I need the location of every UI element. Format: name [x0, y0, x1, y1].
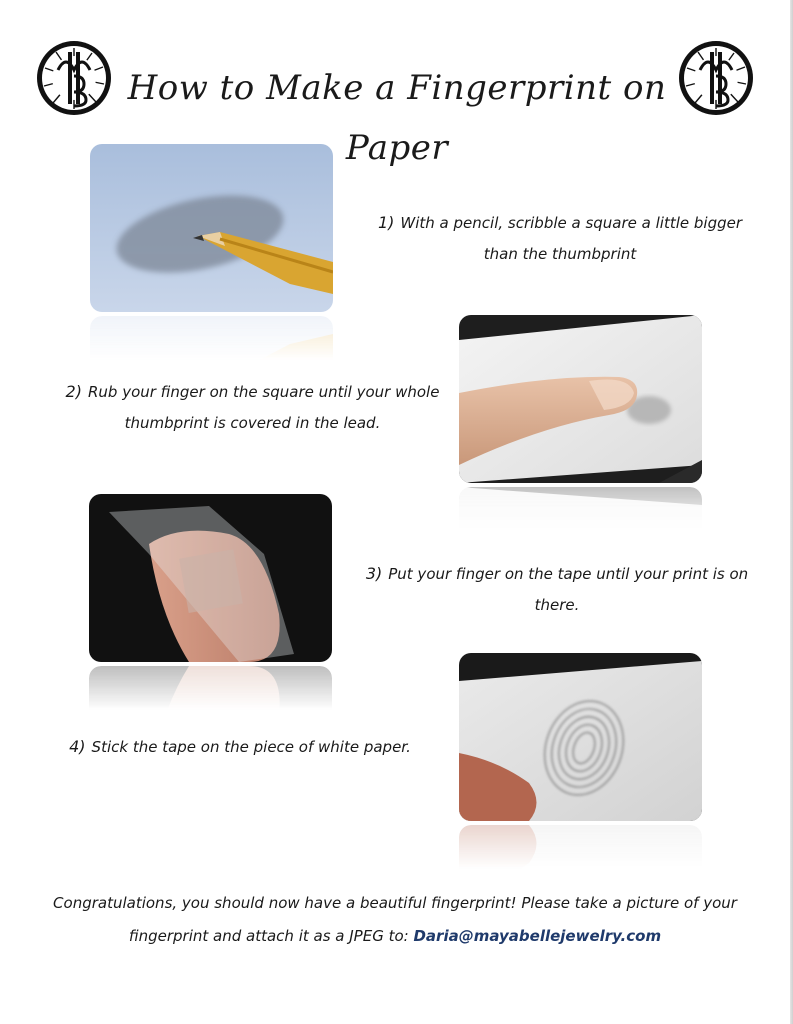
step-1-line2: than the thumbprint	[483, 245, 637, 263]
contact-email-link[interactable]: Daria@mayabellejewelry.com	[413, 927, 662, 945]
pencil-scribble-photo	[90, 144, 333, 360]
step-3-number: 3)	[365, 564, 383, 583]
mb-logo-left	[36, 40, 112, 116]
step-1-line1: With a pencil, scribble a square a little bigger	[400, 214, 743, 232]
step-2-text	[50, 376, 455, 439]
footer-line2: fingerprint and attach it as a JPEG to:	[128, 927, 409, 945]
step-4-number: 4)	[69, 737, 86, 756]
step-2-line1: Rub your finger on the square until your whole	[87, 383, 440, 401]
step-2-line2: thumbprint is covered in the lead.	[124, 414, 381, 432]
step-1-number: 1)	[377, 213, 395, 232]
mb-logo-right	[678, 40, 754, 116]
step-4-text	[40, 731, 440, 763]
tape-on-finger-photo	[89, 494, 332, 710]
step-3-line1: Put your finger on the tape until your print is on	[388, 565, 749, 583]
finger-rubbing-photo	[459, 315, 702, 531]
step-2-number: 2)	[65, 382, 82, 401]
step-3-line2: there.	[534, 596, 580, 614]
step-4-line1: Stick the tape on the piece of white paper.	[91, 738, 411, 756]
footer-instructions	[40, 887, 750, 953]
footer-line1: Congratulations, you should now have a beautiful fingerprint! Please take a picture of your	[53, 894, 737, 912]
page-title: How to Make a Fingerprint on Paper	[127, 68, 667, 168]
fingerprint-on-paper-photo	[459, 653, 702, 869]
step-3-text	[352, 558, 762, 621]
step-1-text	[360, 207, 760, 270]
